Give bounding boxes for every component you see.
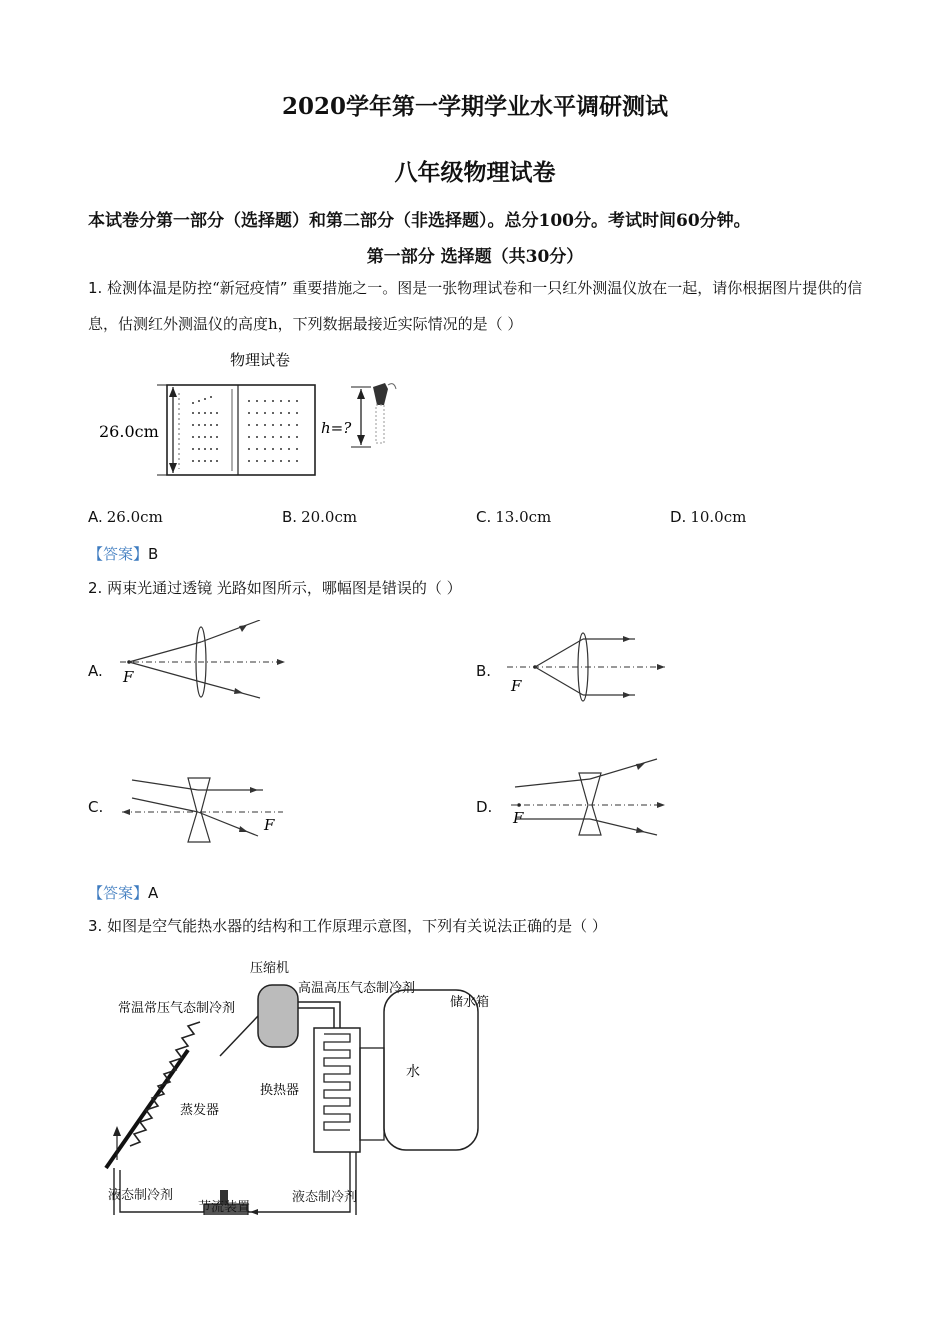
q2-diagram-d-label: D.	[476, 798, 493, 816]
evaporator-label: 蒸发器	[180, 1103, 220, 1118]
q2-c-focus: F	[264, 816, 275, 834]
evaporator-coil	[130, 1022, 200, 1146]
normal-gas-label: 常温常压气态制冷剂	[118, 1001, 236, 1016]
exam-subtitle: 八年级物理试卷	[394, 159, 556, 186]
q1-figure	[95, 345, 425, 480]
heat-exchanger-label: 换热器	[260, 1083, 300, 1098]
thermometer-icon	[373, 383, 396, 443]
compressor-label: 压缩机	[250, 961, 290, 976]
q1-option-c[interactable]	[476, 508, 551, 526]
q2-diagram-a	[115, 620, 295, 715]
q1-option-b-label: B.	[282, 508, 298, 526]
q1-option-a-text: 26.0cm	[106, 508, 163, 526]
question-3	[88, 908, 868, 944]
question-1-text: 检测体温是防控“新冠疫情” 重要措施之一。图是一张物理试卷和一只红外测温仪放在一起，请你根据图片提供的信息，估测红外测温仪的高度h，下列数据最接近实际情况的是（ ）	[88, 279, 863, 333]
q1-option-b[interactable]	[282, 508, 357, 526]
q1-answer-value: B	[148, 545, 159, 563]
h-label: h=?	[321, 419, 352, 437]
q1-option-d[interactable]	[670, 508, 746, 526]
exam-title: 2020学年第一学期学业水平调研测试	[281, 93, 668, 120]
question-3-number: 3.	[88, 917, 103, 935]
q2-diagram-d	[505, 755, 675, 845]
q2-a-focus: F	[123, 668, 134, 686]
q2-diagram-b-label: B.	[476, 662, 492, 680]
q2-answer-tag: 【答案】	[88, 884, 149, 902]
question-2-number: 2.	[88, 579, 103, 597]
q3-heat-pump-figure	[100, 950, 500, 1215]
q1-option-c-text: 13.0cm	[495, 508, 552, 526]
q2-diagram-c-label: C.	[88, 798, 104, 816]
compressor	[258, 985, 298, 1047]
liquid-right-label: 液态制冷剂	[292, 1190, 358, 1205]
question-1-number: 1.	[88, 279, 103, 297]
q2-d-focus: F	[513, 809, 524, 827]
q2-diagram-a-label: A.	[88, 662, 103, 680]
q1-option-c-label: C.	[476, 508, 492, 526]
paper-height-label: 26.0cm	[99, 422, 159, 441]
tank-label: 储水箱	[450, 995, 490, 1010]
q2-diagram-c	[118, 768, 288, 848]
q2-b-focus: F	[511, 677, 522, 695]
q1-option-d-label: D.	[670, 508, 687, 526]
q1-option-d-text: 10.0cm	[690, 508, 747, 526]
question-2-text: 两束光通过透镜 光路如图所示，哪幅图是错误的（ ）	[107, 579, 462, 597]
liquid-left-label: 液态制冷剂	[108, 1188, 174, 1203]
q2-answer-value: A	[148, 884, 159, 902]
question-2	[88, 570, 868, 606]
q2-diagram-b	[505, 625, 670, 715]
q1-answer-tag: 【答案】	[88, 545, 149, 563]
paper-dots	[192, 396, 298, 462]
concave-lens	[579, 773, 601, 835]
question-3-text: 如图是空气能热水器的结构和工作原理示意图，下列有关说法正确的是（ ）	[107, 917, 607, 935]
paper-rect	[167, 385, 315, 475]
section1-title: 第一部分 选择题（共30分）	[366, 247, 584, 267]
question-1	[88, 270, 868, 342]
water-label: 水	[406, 1064, 420, 1080]
q1-option-a-label: A.	[88, 508, 103, 526]
high-gas-label: 高温高压气态制冷剂	[298, 981, 416, 996]
water-tank	[384, 990, 478, 1150]
paper-label: 物理试卷	[230, 351, 291, 369]
q2-answer	[88, 882, 158, 903]
throttle-label: 节流装置	[198, 1200, 251, 1215]
q1-option-a[interactable]	[88, 508, 163, 526]
intro-note: 本试卷分第一部分（选择题）和第二部分（非选择题）。总分100分。考试时间60分钟。	[88, 211, 751, 231]
heat-exchanger	[314, 1028, 360, 1152]
q1-option-b-text: 20.0cm	[301, 508, 358, 526]
q1-answer	[88, 543, 158, 564]
